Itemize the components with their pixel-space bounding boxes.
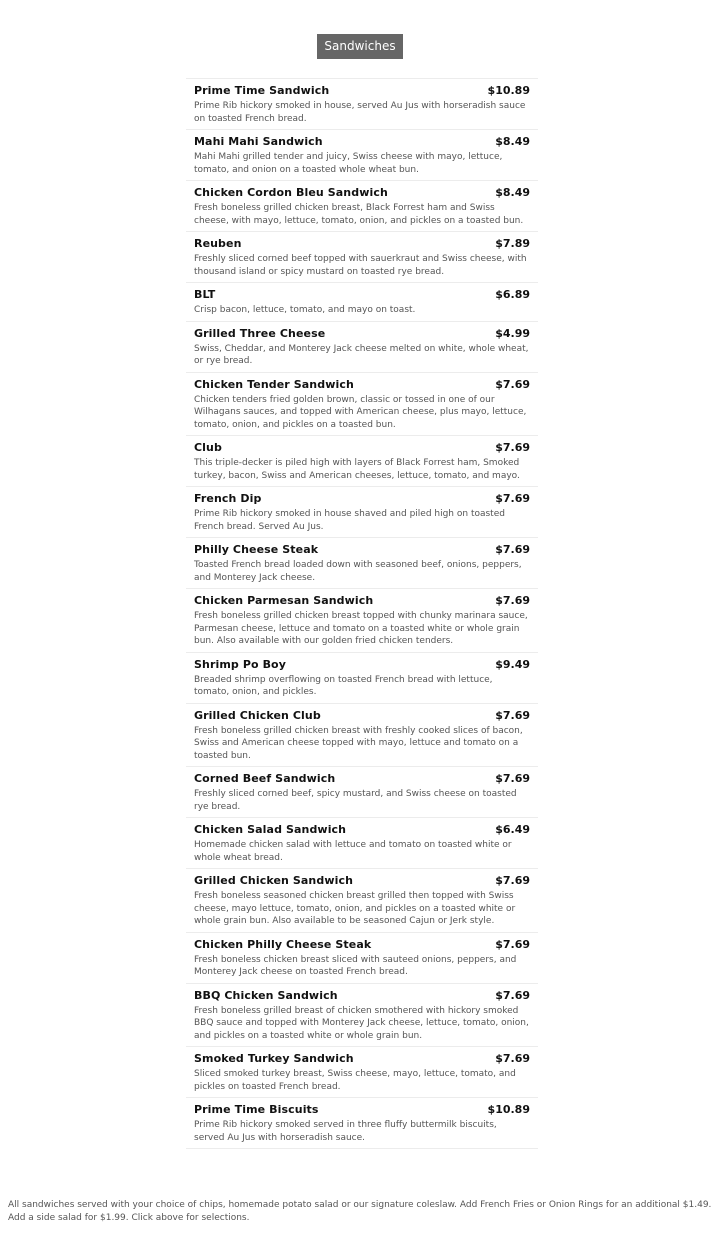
menu-item-name: Grilled Chicken Sandwich: [194, 874, 353, 887]
footer-note: All sandwiches served with your choice of chips, homemade potato salad or our signature coleslaw. Add French Fries or Onion Rings for an additional $1.49. Add a side salad for $1.99. Click above for selections.: [8, 1200, 712, 1223]
menu-item-description: Fresh boneless grilled breast of chicken smothered with hickory smoked BBQ sauce and topped with Monterey Jack cheese, lettuce, tomato, onion, and pickles on a toasted white or whole grain bun.: [194, 1005, 529, 1041]
menu-item-name: Chicken Parmesan Sandwich: [194, 594, 374, 607]
menu-item-name: Reuben: [194, 237, 242, 250]
menu-item: [186, 322, 538, 373]
menu-item-price: $7.69: [495, 441, 530, 454]
menu-item: [186, 984, 538, 1048]
menu-item-description: Freshly sliced corned beef, spicy mustard, and Swiss cheese on toasted rye bread.: [194, 789, 517, 812]
menu-item-description: Fresh boneless seasoned chicken breast grilled then topped with Swiss cheese, mayo lettuce, tomato, onion, and pickles on a toasted white or whole grain bun. Also available to be seasoned Cajun or Jerk style.: [194, 891, 516, 926]
menu-item-name: French Dip: [194, 492, 262, 505]
menu-item-price: $7.69: [495, 874, 530, 887]
menu-item-name: BLT: [194, 288, 216, 301]
menu-item-description: Prime Rib hickory smoked in house, served Au Jus with horseradish sauce on toasted French bread.: [194, 101, 526, 124]
menu-item-price: $6.89: [495, 288, 530, 301]
menu-item-price: $7.69: [495, 492, 530, 505]
menu-item-price: $7.69: [495, 1052, 530, 1065]
menu-item-price: $7.69: [495, 594, 530, 607]
menu-item-description: Fresh boneless chicken breast sliced with sauteed onions, peppers, and Monterey Jack cheese on toasted French bread.: [194, 954, 517, 977]
menu-item-description: Prime Rib hickory smoked served in three fluffy buttermilk biscuits, served Au Jus with horseradish sauce.: [194, 1120, 497, 1143]
menu-item-name: Chicken Cordon Bleu Sandwich: [194, 186, 388, 199]
section-tab-wrap: [0, 34, 720, 59]
menu-item-price: $9.49: [495, 657, 530, 671]
menu-item-price: $10.89: [487, 84, 530, 97]
menu-item-description: Freshly sliced corned beef topped with sauerkraut and Swiss cheese, with thousand island or spicy mustard on toasted rye bread.: [194, 254, 527, 277]
menu-item: [186, 767, 538, 818]
menu-item-price: $7.69: [495, 708, 530, 722]
menu-item-name: Chicken Philly Cheese Steak: [194, 937, 372, 951]
menu-item: [186, 589, 538, 653]
menu-item: [186, 538, 538, 589]
menu-item-price: $7.69: [495, 377, 530, 391]
menu-item: [186, 818, 538, 869]
menu-item-price: $10.89: [487, 1103, 530, 1116]
menu-item-description: Swiss, Cheddar, and Monterey Jack cheese melted on white, whole wheat, or rye bread.: [194, 343, 529, 366]
menu-item-price: $7.89: [495, 237, 530, 250]
menu-item-price: $4.99: [495, 326, 530, 340]
menu-item-price: $8.49: [495, 135, 530, 148]
menu-item: [186, 181, 538, 232]
menu-item-name: Grilled Chicken Club: [194, 708, 321, 722]
menu-item-description: Sliced smoked turkey breast, Swiss cheese, mayo, lettuce, tomato, and pickles on toasted French bread.: [194, 1069, 516, 1092]
menu-item-description: Fresh boneless grilled chicken breast with freshly cooked slices of bacon, Swiss and American cheese topped with mayo, lettuce and tomato on a toasted bun.: [194, 725, 523, 761]
menu-item: [186, 373, 538, 437]
menu-item: [186, 653, 538, 704]
menu-item: [186, 283, 538, 322]
menu-item-name: Shrimp Po Boy: [194, 657, 286, 671]
menu-item-description: Breaded shrimp overflowing on toasted French bread with lettuce, tomato, onion, and pickles.: [194, 674, 493, 697]
menu-item: [186, 869, 538, 933]
menu-item-description: Mahi Mahi grilled tender and juicy, Swiss cheese with mayo, lettuce, tomato, and onion on a toasted whole wheat bun.: [194, 152, 503, 175]
menu-item: [186, 487, 538, 538]
menu-item-description: Fresh boneless grilled chicken breast topped with chunky marinara sauce, Parmesan cheese, lettuce and tomato on a toasted white or whole grain bun. Also available with our golden fried chicken tenders.: [194, 611, 528, 646]
menu-item-name: Prime Time Biscuits: [194, 1103, 319, 1116]
menu-item: [186, 232, 538, 283]
menu-item-price: $8.49: [495, 186, 530, 199]
menu-item-description: Crisp bacon, lettuce, tomato, and mayo on toast.: [194, 305, 416, 315]
menu-item-description: Fresh boneless grilled chicken breast, Black Forrest ham and Swiss cheese, with mayo, lettuce, tomato, onion, and pickles on a toasted bun.: [194, 203, 524, 226]
menu-item-price: $7.69: [495, 543, 530, 556]
menu-item-name: Grilled Three Cheese: [194, 326, 326, 340]
menu-item-description: Chicken tenders fried golden brown, classic or tossed in one of our Wilhagans sauces, and topped with American cheese, plus mayo, lettuce, tomato, onion, and pickles on a toasted bun.: [194, 394, 527, 430]
menu-item-name: Prime Time Sandwich: [194, 84, 330, 97]
sandwiches-tab[interactable]: Sandwiches: [317, 34, 402, 59]
menu-item-price: $7.69: [495, 937, 530, 951]
menu-item-description: Toasted French bread loaded down with seasoned beef, onions, peppers, and Monterey Jack cheese.: [194, 560, 522, 583]
menu-item-price: $7.69: [495, 988, 530, 1002]
menu-item: [186, 79, 538, 130]
menu-item: [186, 436, 538, 487]
menu-item-name: Chicken Salad Sandwich: [194, 823, 347, 836]
menu-item-name: Corned Beef Sandwich: [194, 772, 336, 785]
menu-item: [186, 1098, 538, 1149]
menu-item-price: $6.49: [495, 823, 530, 836]
menu-item: [186, 1047, 538, 1098]
menu-item-description: This triple-decker is piled high with layers of Black Forrest ham, Smoked turkey, bacon, Swiss and American cheeses, lettuce, tomato, and mayo.: [194, 458, 520, 481]
menu-item-price: $7.69: [495, 772, 530, 785]
menu-list: [186, 78, 538, 1149]
menu-item: [186, 933, 538, 984]
menu-item-description: Homemade chicken salad with lettuce and tomato on toasted white or whole wheat bread.: [194, 840, 512, 863]
menu-item-description: Prime Rib hickory smoked in house shaved and piled high on toasted French bread. Served Au Jus.: [194, 509, 505, 532]
menu-item-name: Club: [194, 441, 222, 454]
menu-item-name: Philly Cheese Steak: [194, 543, 319, 556]
menu-item-name: Smoked Turkey Sandwich: [194, 1052, 354, 1065]
menu-item-name: Mahi Mahi Sandwich: [194, 135, 323, 148]
menu-item: [186, 130, 538, 181]
menu-item-name: Chicken Tender Sandwich: [194, 377, 354, 391]
menu-item: [186, 704, 538, 768]
menu-item-name: BBQ Chicken Sandwich: [194, 988, 338, 1002]
